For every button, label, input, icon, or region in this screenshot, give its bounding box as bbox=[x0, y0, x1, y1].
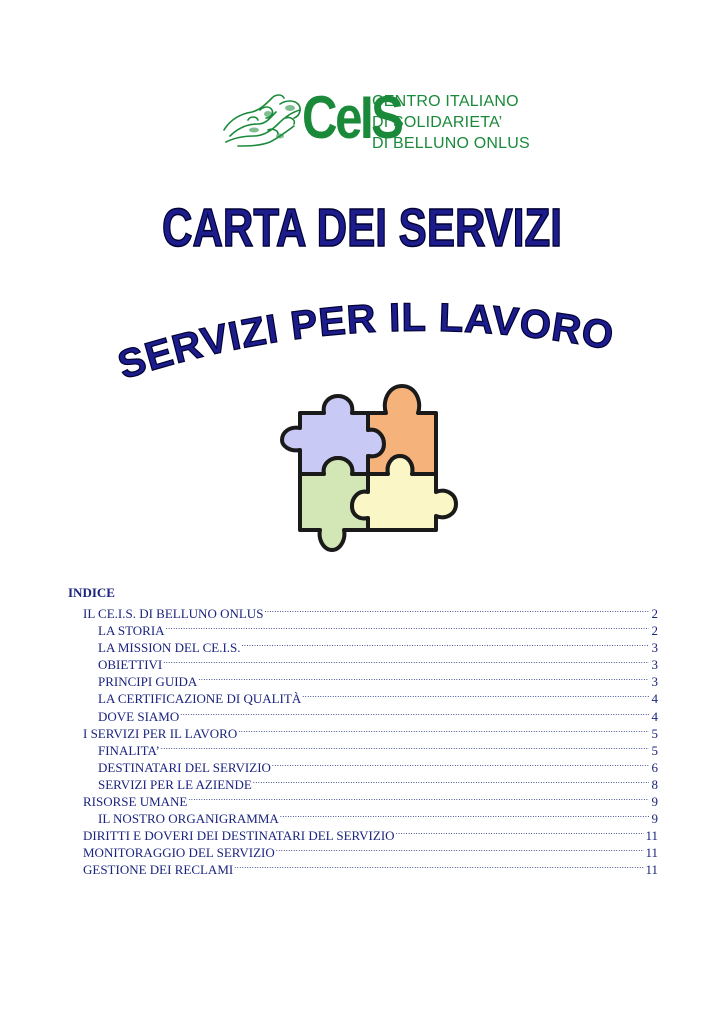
subtitle-textpath: SERVIZI PER IL LAVORO bbox=[112, 300, 618, 388]
toc-page-number: 5 bbox=[651, 742, 658, 758]
toc-entry-text: LA MISSION DEL CE.I.S. bbox=[98, 640, 241, 656]
toc-page-number: 11 bbox=[645, 862, 658, 878]
toc-dot-leader bbox=[161, 738, 649, 755]
toc-page-number: 4 bbox=[651, 691, 658, 707]
toc-entry-text: DIRITTI E DOVERI DEI DESTINATARI DEL SERVIZIO bbox=[83, 828, 395, 844]
toc-entry-text: DOVE SIAMO bbox=[98, 708, 180, 724]
toc-dot-leader bbox=[302, 686, 649, 703]
toc-entry-text: MONITORAGGIO DEL SERVIZIO bbox=[83, 845, 275, 861]
logo-line-1: CENTRO ITALIANO bbox=[372, 93, 519, 110]
toc-page-number: 2 bbox=[651, 606, 658, 621]
ceis-logo bbox=[220, 84, 530, 160]
logo-line-2: DI SOLIDARIETA’ bbox=[372, 114, 503, 131]
toc-dot-leader bbox=[234, 857, 644, 874]
toc-dot-leader bbox=[396, 823, 645, 840]
toc-entry-text: FINALITA’ bbox=[98, 742, 160, 758]
toc-entry[interactable] bbox=[68, 601, 658, 621]
toc-entry-text: LA STORIA bbox=[98, 623, 165, 639]
toc-page-number: 6 bbox=[651, 759, 658, 775]
toc-dot-leader bbox=[238, 721, 649, 738]
toc-dot-leader bbox=[198, 669, 649, 686]
toc-page-number: 3 bbox=[651, 657, 658, 673]
toc-page-number: 5 bbox=[651, 725, 658, 741]
toc-entry-text: SERVIZI PER LE AZIENDE bbox=[98, 776, 252, 792]
toc-heading: INDICE bbox=[68, 585, 115, 600]
toc-entry-text: OBIETTIVI bbox=[98, 657, 163, 673]
subtitle-text bbox=[113, 300, 618, 388]
toc-dot-leader bbox=[276, 840, 645, 857]
toc-entry-text: IL CE.I.S. DI BELLUNO ONLUS bbox=[83, 606, 264, 621]
toc-dot-leader bbox=[242, 635, 649, 652]
toc-page-number: 11 bbox=[645, 845, 658, 861]
toc-entry-text: IL NOSTRO ORGANIGRAMMA bbox=[98, 811, 279, 827]
puzzle-illustration bbox=[272, 380, 467, 560]
toc-entry-text: LA CERTIFICAZIONE DI QUALITÀ bbox=[98, 691, 302, 707]
toc-entry-text: I SERVIZI PER IL LAVORO bbox=[83, 725, 238, 741]
logo-mark: CeIS bbox=[302, 84, 402, 151]
toc-dot-leader bbox=[264, 601, 649, 618]
toc-page-number: 8 bbox=[651, 776, 658, 792]
hands-logo-icon bbox=[220, 90, 306, 152]
toc-dot-leader bbox=[180, 704, 649, 721]
toc-dot-leader bbox=[253, 772, 649, 789]
toc-dot-leader bbox=[166, 618, 649, 635]
toc-dot-leader bbox=[280, 806, 649, 823]
logo-organization-name bbox=[372, 91, 530, 154]
toc-entry-text: GESTIONE DEI RECLAMI bbox=[83, 862, 234, 878]
toc-page-number: 2 bbox=[651, 623, 658, 639]
toc-page-number: 9 bbox=[651, 794, 658, 810]
main-title-text: CARTA DEI SERVIZI bbox=[162, 198, 562, 258]
toc-entry-text: DESTINATARI DEL SERVIZIO bbox=[98, 759, 271, 775]
toc-dot-leader bbox=[272, 755, 649, 772]
toc-entry-text: RISORSE UMANE bbox=[83, 794, 188, 810]
toc-page-number: 9 bbox=[651, 811, 658, 827]
toc-page-number: 11 bbox=[645, 828, 658, 844]
logo-line-3: DI BELLUNO ONLUS bbox=[372, 135, 530, 152]
table-of-contents bbox=[68, 584, 658, 878]
toc-dot-leader bbox=[163, 652, 649, 669]
toc-entry-text: PRINCIPI GUIDA bbox=[98, 674, 198, 690]
toc-page-number: 4 bbox=[651, 708, 658, 724]
toc-page-number: 3 bbox=[651, 640, 658, 656]
toc-dot-leader bbox=[188, 789, 649, 806]
toc-page-number: 3 bbox=[651, 674, 658, 690]
main-title bbox=[0, 190, 725, 270]
